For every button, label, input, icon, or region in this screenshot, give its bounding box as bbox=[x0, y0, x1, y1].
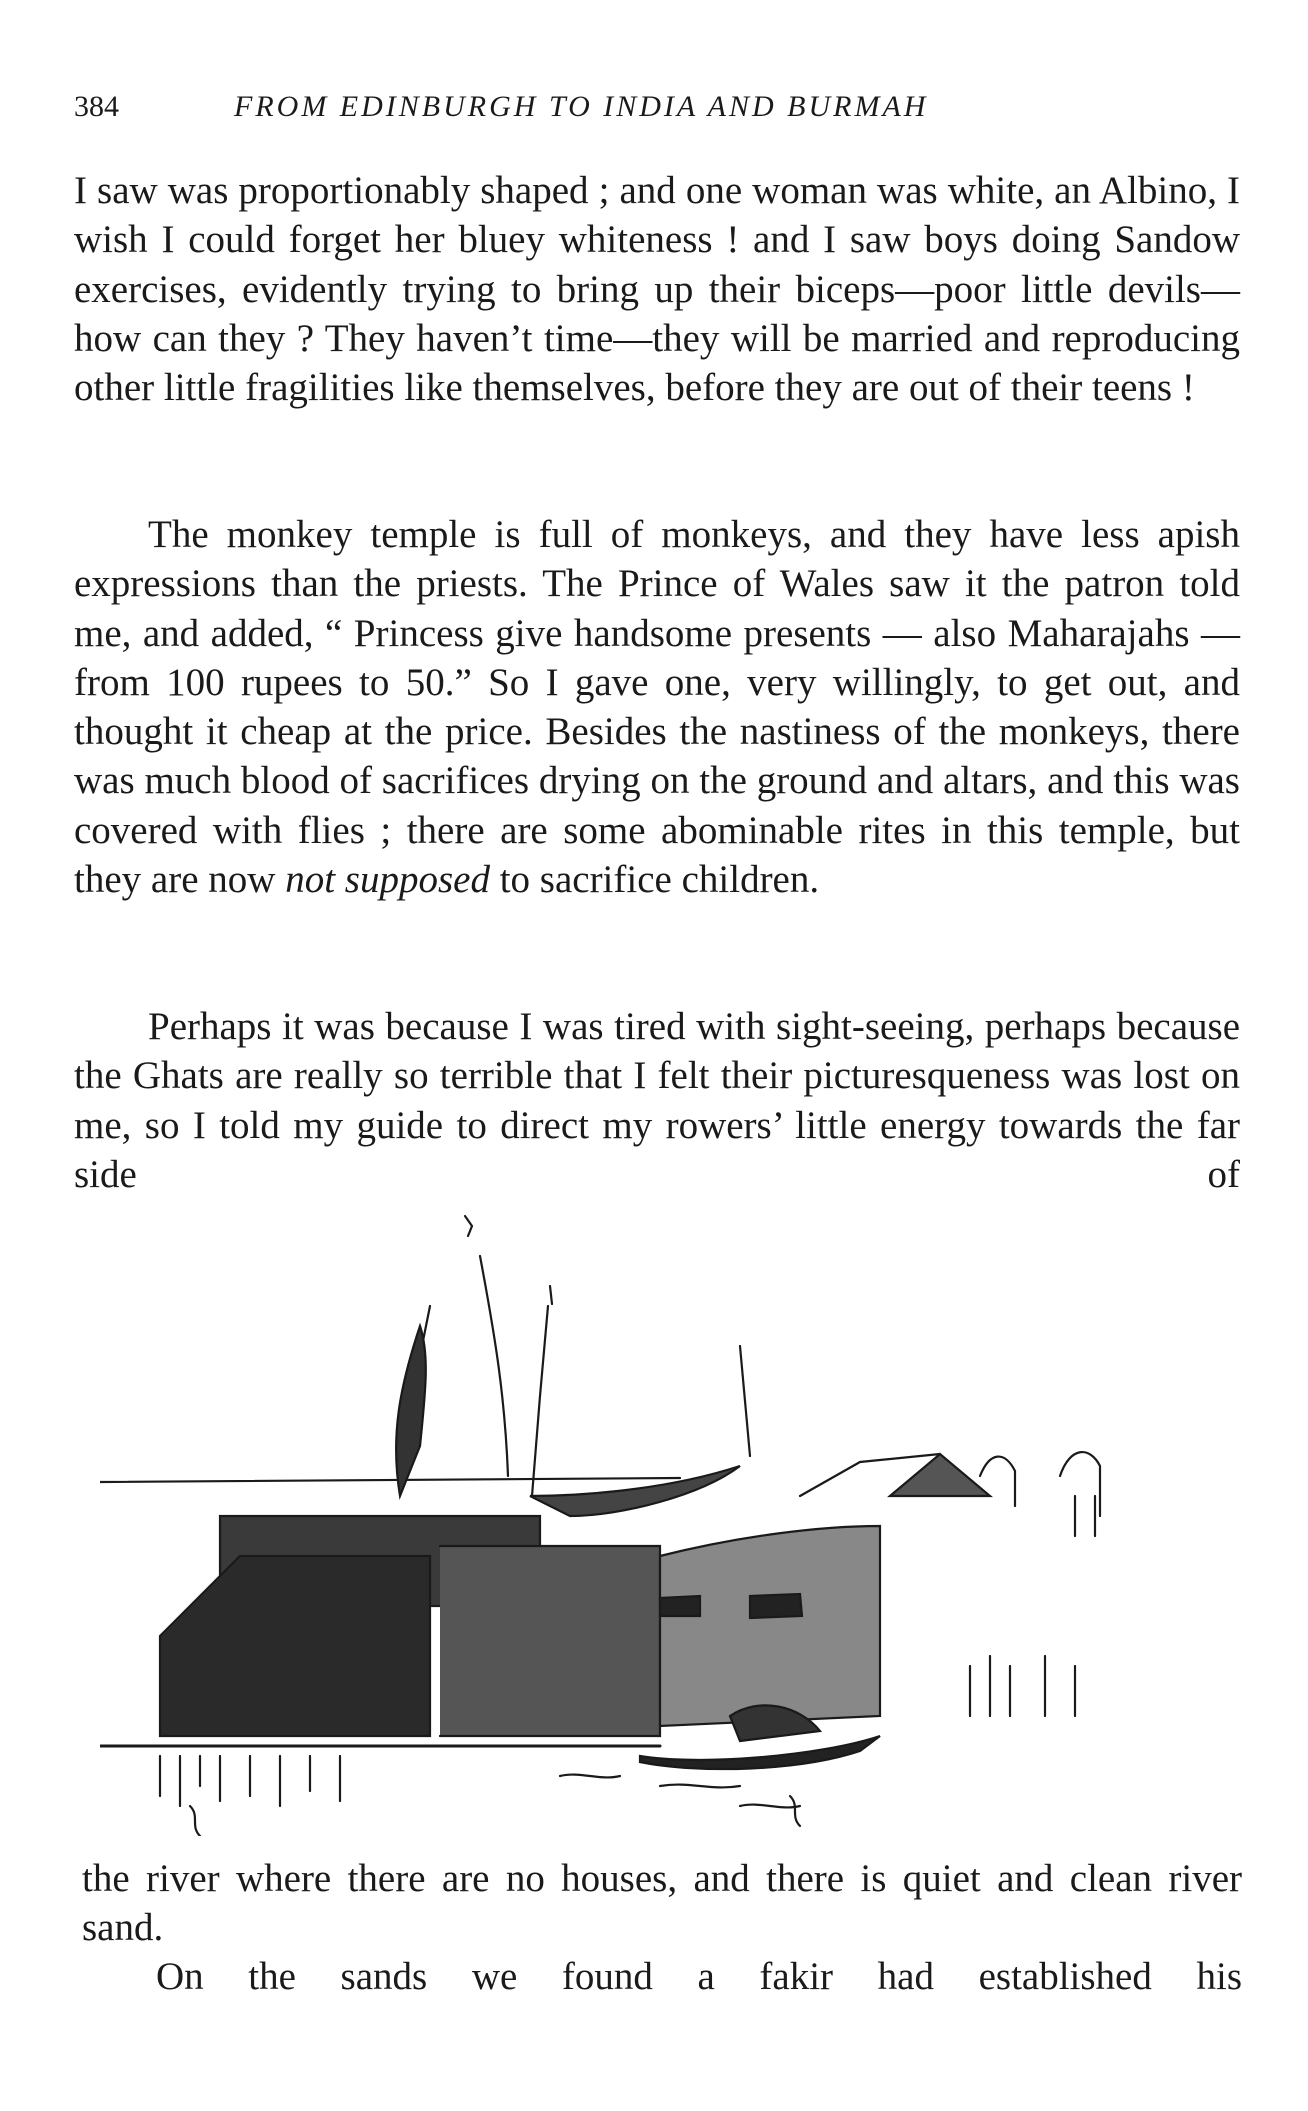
furled-sail bbox=[396, 1326, 426, 1496]
paragraph-monkey-temple-end: are now not supposed to sacrifice children. bbox=[150, 858, 820, 902]
cow-2 bbox=[660, 1596, 700, 1616]
river-ghat-illustration bbox=[100, 1196, 1240, 1836]
camel-left bbox=[980, 1457, 1015, 1506]
paragraph-river: the river where there are no houses, and there is quiet and clean river sand. bbox=[82, 1857, 1242, 1950]
paragraph-monkey-temple-text: The monkey temple is full of monkeys, and they have less apish expressions than the priests. The Prince of Wales saw it the patron told me, and added, “ Princess give handsome presents — also Maharajahs — from 100 rupees to 50.” So I gave one, very willingly, to get out, and thought it cheap at the price. Besides the nastiness of the monkeys, there was much blood of sacrifices drying on the ground and altars, and this was covered with flies ; there are some abominable rites in this temple, but they bbox=[74, 513, 1240, 902]
camel-right bbox=[1060, 1452, 1100, 1536]
mast-rope bbox=[480, 1256, 508, 1476]
flag-top bbox=[465, 1216, 472, 1236]
reflections bbox=[160, 1756, 340, 1806]
cow-1 bbox=[750, 1594, 802, 1618]
paragraph-monkey-temple bbox=[74, 510, 1240, 904]
horizon-line bbox=[100, 1478, 680, 1482]
paragraph-albino: I saw was proportionably shaped ; and one woman was white, an Albino, I wish I could forget her bluey whiteness ! and I saw boys doing Sandow exercises, evidently trying to bring up their biceps—poor little devils—how can they ? They haven’t time—they will be married and reproducing other little fragilities like themselves, before they are out of their teens ! bbox=[74, 169, 1240, 410]
ripple-right bbox=[790, 1796, 800, 1826]
tent bbox=[890, 1454, 990, 1496]
ghat-hut bbox=[160, 1556, 430, 1736]
water-ripples bbox=[560, 1775, 800, 1808]
mast-flag bbox=[550, 1286, 552, 1304]
ghat-sketch-svg bbox=[100, 1196, 1240, 1836]
page-number: 384 bbox=[74, 90, 119, 123]
running-title: FROM EDINBURGH TO INDIA AND BURMAH bbox=[234, 90, 929, 123]
paragraph-ghats: Perhaps it was because I was tired with sight-seeing, perhaps because the Ghats are really so terrible that I felt their picturesqueness was lost on me, so I told my guide to direct my rowers’ little energy towards the far side of bbox=[74, 1005, 1240, 1196]
mast-center bbox=[532, 1306, 548, 1496]
rowing-boat bbox=[640, 1736, 880, 1769]
boat-canopy bbox=[530, 1466, 740, 1516]
running-header bbox=[74, 84, 1234, 134]
italic-not-supposed: not supposed bbox=[285, 858, 490, 902]
paragraph-fakir: On the sands we found a fakir had established his bbox=[156, 1955, 1242, 1998]
ghat-terrace bbox=[660, 1526, 880, 1726]
ripple-left bbox=[190, 1806, 200, 1836]
figures-on-bank bbox=[970, 1656, 1075, 1716]
ghat-steps bbox=[440, 1546, 660, 1736]
mast-right bbox=[740, 1346, 750, 1456]
